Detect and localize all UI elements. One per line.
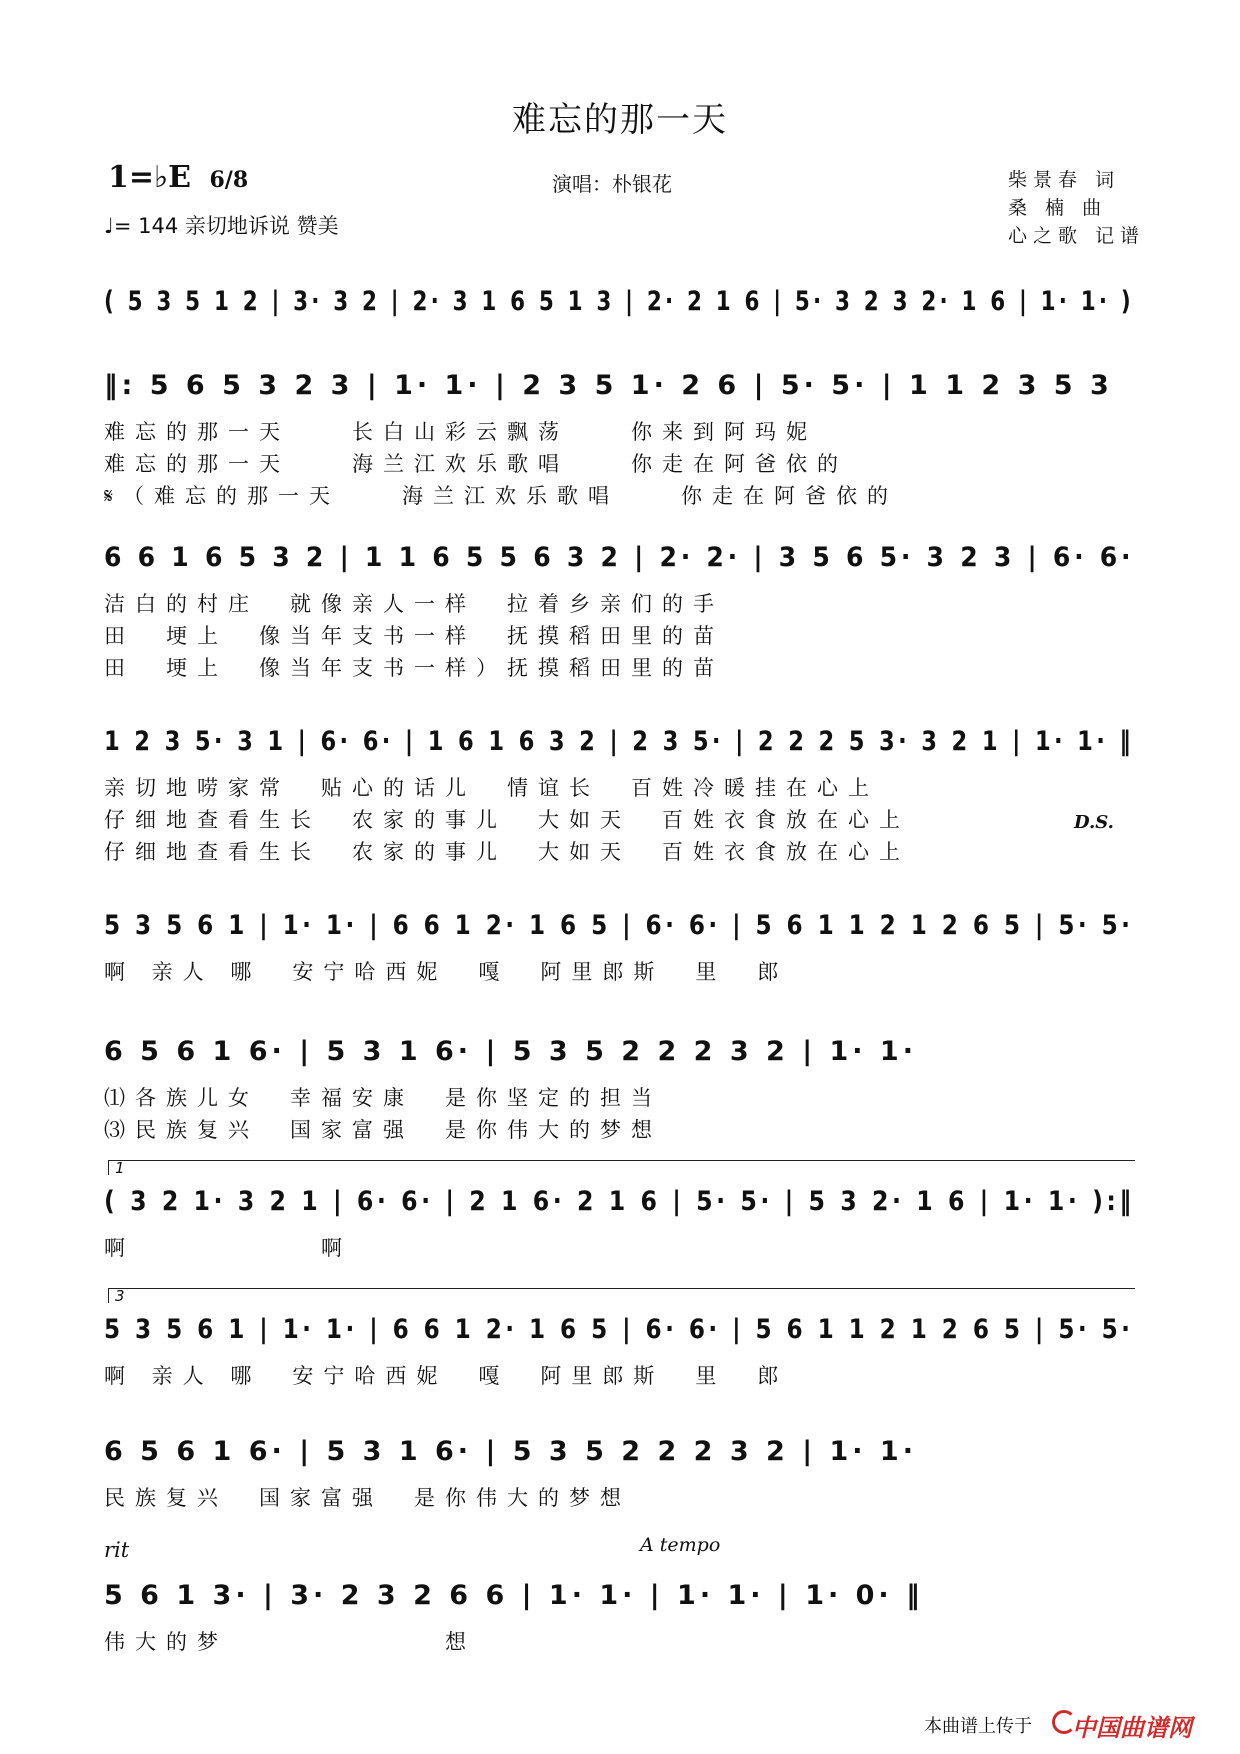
tempo-marking: ♩= 144 亲切地诉说 赞美 bbox=[104, 214, 339, 238]
a-tempo-marking: A tempo bbox=[640, 1534, 721, 1556]
lyric-line-1: 啊 亲人 哪 安宁哈西妮 嘎 阿里郎斯 里 郎 bbox=[104, 1364, 789, 1388]
notation: 6 5 6 1 6· | 5 3 1 6· | 5 3 5 2 2 2 3 2 | 1· 1· bbox=[104, 1036, 917, 1067]
score-row-9 bbox=[104, 1436, 1134, 1510]
score-row-8 bbox=[104, 1314, 1134, 1388]
lyric-line-1: 啊 啊 bbox=[104, 1236, 352, 1260]
lyric-line-2: ⑶民族复兴 国家富强 是你伟大的梦想 bbox=[104, 1118, 662, 1142]
footer-text: 本曲谱上传于 bbox=[924, 1716, 1032, 1737]
credits bbox=[1008, 166, 1145, 250]
score-row-1 bbox=[104, 286, 1134, 346]
composer-credit: 桑 楠 曲 bbox=[1008, 197, 1108, 219]
score-row-5 bbox=[104, 910, 1134, 984]
lyric-line-1: 洁白的村庄 就像亲人一样 拉着乡亲们的手 bbox=[104, 592, 724, 616]
dal-segno-marking: D.S. bbox=[1074, 812, 1114, 833]
key-signature: 1=♭E 6/8 bbox=[108, 160, 249, 195]
singer-credit: 演唱：朴银花 bbox=[552, 172, 672, 196]
transcriber-credit: 心之歌 记谱 bbox=[1008, 225, 1146, 247]
time-signature: 6/8 bbox=[209, 167, 249, 193]
lyricist-credit: 柴景春 词 bbox=[1008, 169, 1121, 191]
score-row-10 bbox=[104, 1580, 1134, 1654]
score-row-3 bbox=[104, 542, 1135, 680]
notation: 5 3 5 6 1 | 1· 1· | 6 6 1 2· 1 6 5 | 6· 6· | 5 6 1 1 2 1 2 6 5 | 5· 5· bbox=[104, 1314, 1134, 1345]
rit-marking: rit bbox=[104, 1538, 130, 1562]
score-row-6 bbox=[104, 1036, 1134, 1142]
lyric-line-1: 民族复兴 国家富强 是你伟大的梦想 bbox=[104, 1486, 631, 1510]
score-row-7 bbox=[104, 1186, 1135, 1260]
lyric-line-3: 仔细地查看生长 农家的事儿 大如天 百姓衣食放在心上 bbox=[104, 840, 910, 864]
notation: ‖: 5 6 5 3 2 3 | 1· 1· | 2 3 5 1· 2 6 | 5· 5· | 1 1 2 3 5 3 bbox=[104, 370, 1113, 401]
lyric-line-1: 亲切地唠家常 贴心的话儿 情谊长 百姓冷暖挂在心上 bbox=[104, 776, 879, 800]
score-row-2 bbox=[104, 370, 1134, 508]
lyric-line-1: ⑴各族儿女 幸福安康 是你坚定的担当 bbox=[104, 1086, 662, 1110]
lyric-line-1: 伟大的梦 想 bbox=[104, 1630, 476, 1654]
score-title: 难忘的那一天 bbox=[512, 100, 728, 140]
lyric-line-3: 𝄋（难忘的那一天 海兰江欢乐歌唱 你走在阿爸依的 bbox=[104, 484, 899, 508]
notation: ( 5 3 5 1 2 | 3· 3 2 | 2· 3 1 6 5 1 3 | 2· 2 1 6 | 5· 3 2 3 2· 1 6 | 1· 1· ) bbox=[104, 286, 1134, 317]
volta-bracket-1: 1 bbox=[108, 1160, 1135, 1175]
site-brand[interactable]: 中国曲谱网 bbox=[1072, 1714, 1192, 1742]
notation: 6 5 6 1 6· | 5 3 1 6· | 5 3 5 2 2 2 3 2 | 1· 1· bbox=[104, 1436, 917, 1467]
lyric-line-1: 啊 亲人 哪 安宁哈西妮 嘎 阿里郎斯 里 郎 bbox=[104, 960, 789, 984]
lyric-line-2: 田 埂上 像当年支书一样 抚摸稻田里的苗 bbox=[104, 624, 724, 648]
volta-bracket-3: 3 bbox=[108, 1288, 1135, 1303]
lyric-line-2: 难忘的那一天 海兰江欢乐歌唱 你走在阿爸依的 bbox=[104, 452, 848, 476]
lyric-line-2: 仔细地查看生长 农家的事儿 大如天 百姓衣食放在心上 bbox=[104, 808, 910, 832]
notation: ( 3 2 1· 3 2 1 | 6· 6· | 2 1 6· 2 1 6 | 5· 5· | 5 3 2· 1 6 | 1· 1· ):‖ bbox=[104, 1186, 1135, 1217]
notation: 5 3 5 6 1 | 1· 1· | 6 6 1 2· 1 6 5 | 6· 6· | 5 6 1 1 2 1 2 6 5 | 5· 5· bbox=[104, 910, 1134, 941]
notation: 5 6 1 3· | 3· 2 3 2 6 6 | 1· 1· | 1· 1· | 1· 0· ‖ bbox=[104, 1580, 924, 1611]
lyric-line-1: 难忘的那一天 长白山彩云飘荡 你来到阿玛妮 bbox=[104, 420, 817, 444]
notation: 6 6 1 6 5 3 2 | 1 1 6 5 5 6 3 2 | 2· 2· | 3 5 6 5· 3 2 3 | 6· 6· bbox=[104, 542, 1135, 573]
score-row-4 bbox=[104, 726, 1135, 864]
notation: 1 2 3 5· 3 1 | 6· 6· | 1 6 1 6 3 2 | 2 3 5· | 2 2 2 5 3· 3 2 1 | 1· 1· ‖ bbox=[104, 726, 1135, 757]
lyric-line-3: 田 埂上 像当年支书一样）抚摸稻田里的苗 bbox=[104, 656, 724, 680]
